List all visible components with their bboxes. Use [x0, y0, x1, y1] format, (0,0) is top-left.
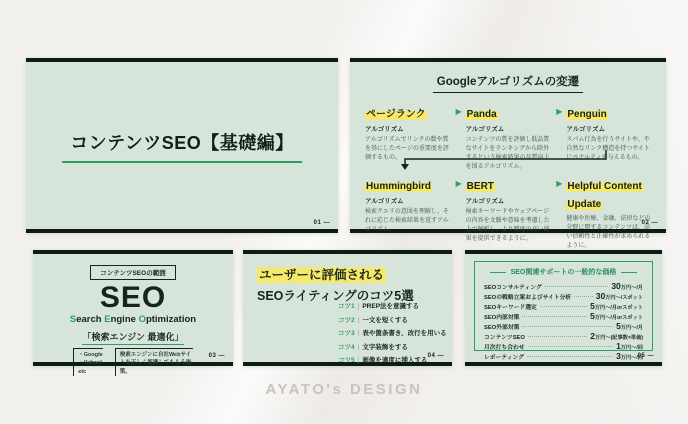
dotted-leader — [540, 306, 587, 307]
algorithm-description: 検索クエリの意図を理解し、それに応じた検索結果を返すアルゴリズム。 — [365, 209, 449, 233]
algorithm-subtitle: アルゴリズム — [566, 126, 605, 133]
tip-text: 表や箇条書き、改行を用いる — [362, 330, 447, 337]
slide-google-algorithms — [350, 58, 666, 249]
price-row — [484, 311, 643, 321]
initial-letter: O — [138, 314, 146, 325]
price-unit: 万円〜/月 — [620, 325, 643, 331]
note-line: etc — [78, 368, 87, 375]
algorithm-card-helpful-content — [566, 176, 653, 251]
algorithm-name: BERT — [466, 181, 494, 192]
slide-heading: Googleアルゴリズムの変遷 — [433, 73, 583, 93]
page-number: 05 — — [637, 353, 654, 359]
tip-item — [338, 315, 447, 324]
price-unit: 万円〜(記事数×単価) — [595, 335, 643, 341]
price-table-title: SEO関連サポートの一般的な価格 — [510, 269, 617, 276]
algorithm-name: ページランク — [366, 109, 426, 120]
tip-separator: | — [357, 316, 360, 324]
price-unit: 万円〜/スポット — [605, 295, 643, 301]
price-rows — [484, 281, 643, 361]
arrow-right-icon: ▶ — [455, 107, 462, 116]
tip-label: コツ3 — [338, 330, 355, 337]
algorithm-description: アルゴリズムでリンクの数や質を基にしたページの重要度を評価するもの。 — [365, 137, 449, 161]
dotted-leader — [528, 346, 613, 347]
title-dash-left — [490, 272, 506, 273]
algorithm-card-bert — [466, 176, 553, 244]
algorithm-name: Helpful Content Update — [567, 181, 642, 210]
tip-separator: | — [357, 330, 360, 337]
row-wrap-connector-arrow — [400, 150, 612, 172]
deck-title: コンテンツSEO【基礎編】 — [62, 129, 302, 163]
service-label: SEOコンサルティング — [484, 285, 542, 291]
algorithm-description: スパム行為を行うサイトや、不自然なリンク構造を持つサイトにペナルティを与えるもの。 — [566, 137, 650, 161]
optimization-definition-note: 検索エンジンに自社Webサイトを正しく認識してもらう施策。 — [115, 348, 193, 376]
price-amount: 3 — [616, 351, 621, 361]
algorithm-name: Hummingbird — [366, 181, 431, 192]
dotted-leader — [545, 286, 609, 287]
service-label: SEOキーワード選定 — [484, 305, 537, 311]
slide-writing-tips — [243, 250, 452, 366]
tip-label: コツ5 — [338, 357, 355, 364]
algorithm-subtitle: アルゴリズム — [465, 126, 505, 133]
scope-badge: コンテンツSEOの範囲 — [90, 265, 175, 280]
price-row — [484, 341, 643, 351]
seo-big-title: SEO — [99, 281, 167, 314]
service-label: SEOの戦略立案およびサイト分析 — [484, 295, 572, 301]
price-amount: 2 — [590, 331, 595, 341]
price-row — [484, 351, 643, 361]
algorithm-description: 検索キーワードやウェブページの内容を文脈や意味を考慮した上で解析し、より精度の高い結果を提供できるように。 — [465, 209, 550, 242]
price-unit: 万円〜/回 — [620, 345, 643, 351]
algorithm-description: コンテンツの質を評価し低品質なサイトをランキングから除外するという検索結果の品質向上を図るアルゴリズム。 — [465, 137, 550, 170]
slide-title-basics — [26, 58, 338, 233]
tip-text: 画像を適度に挿入する — [362, 357, 428, 364]
japanese-translation: 「検索エンジン 最適化」 — [82, 330, 183, 345]
tips-title-line1: ユーザーに評価される — [257, 265, 386, 283]
algorithm-subtitle: アルゴリズム — [365, 126, 404, 133]
service-label: 月次打ち合わせ — [484, 345, 525, 351]
tips-title-line2: SEOライティングのコツ5選 — [257, 289, 414, 303]
price-row — [484, 331, 643, 341]
service-label: コンテンツSEO — [484, 335, 525, 341]
page-number: 01 — — [313, 220, 330, 226]
tip-separator: | — [357, 303, 360, 310]
search-engine-examples-note — [73, 348, 102, 376]
price-row — [484, 281, 643, 291]
word-rest: earch — [76, 314, 105, 325]
tip-label: コツ1 — [338, 303, 355, 310]
price-row — [484, 291, 643, 301]
dotted-leader — [522, 316, 587, 317]
note-line: ・Google — [78, 352, 103, 358]
price-amount: 5 — [590, 311, 595, 321]
dotted-leader — [527, 356, 613, 357]
tip-text: 一文を短くする — [362, 316, 408, 324]
arrow-right-icon: ▶ — [556, 107, 563, 116]
algorithm-card-hummingbird — [365, 176, 452, 235]
initial-letter: E — [104, 314, 111, 325]
service-label: SEO内部対策 — [484, 315, 520, 321]
algorithm-subtitle: アルゴリズム — [365, 198, 404, 205]
tip-label: コツ2 — [338, 316, 355, 324]
tip-separator: | — [357, 343, 360, 351]
algorithm-description: 健康や医療、金融、法律などの分野に関するコンテンツは、高い信頼性と正確性が求められるように。 — [566, 216, 651, 249]
tip-label: コツ4 — [338, 343, 355, 351]
tip-item — [338, 328, 447, 337]
price-unit: 万円〜/月orスポット — [594, 305, 643, 311]
price-amount: 5 — [590, 301, 595, 311]
note-line: ・Yahoo! — [78, 360, 103, 367]
page-number: 03 — — [208, 353, 225, 359]
dotted-leader — [574, 296, 593, 297]
tip-text: 文字装飾をする — [362, 343, 408, 351]
dotted-leader — [522, 326, 613, 327]
slide-price-list — [465, 250, 662, 366]
word-rest: ptimization — [145, 314, 197, 325]
page-number: 04 — — [427, 353, 444, 359]
slide-seo-definition — [33, 250, 233, 375]
designer-brand: AYATO's DESIGN — [265, 381, 423, 398]
arrow-right-icon: ▶ — [455, 179, 462, 188]
algorithm-name: Penguin — [567, 109, 607, 120]
price-amount: 5 — [616, 321, 621, 331]
price-amount: 30 — [611, 281, 621, 291]
price-unit: 万円〜/月orスポット — [594, 315, 643, 321]
price-amount: 30 — [595, 291, 606, 301]
price-row — [484, 301, 643, 311]
title-dash-right — [621, 272, 637, 273]
service-label: レポーティング — [484, 355, 524, 361]
tip-item — [338, 342, 447, 351]
tip-text: PREP法を意識する — [362, 303, 420, 310]
algorithm-subtitle: アルゴリズム — [465, 198, 505, 205]
price-amount: 1 — [616, 341, 621, 351]
page-number: 02 — — [641, 220, 658, 226]
initial-letter: S — [69, 314, 77, 325]
arrow-right-icon: ▶ — [556, 179, 563, 188]
tip-item — [338, 301, 447, 310]
seo-acronym-expansion — [33, 314, 233, 325]
tip-separator: | — [357, 357, 360, 364]
algorithm-name: Panda — [466, 109, 497, 120]
dotted-leader — [528, 336, 587, 337]
word-rest: ngine — [110, 314, 139, 325]
price-unit: 万円〜/月 — [620, 285, 643, 291]
algorithm-row-2 — [365, 176, 653, 251]
price-unit: 万円〜/回 — [620, 355, 643, 361]
service-label: SEO外部対策 — [484, 325, 520, 331]
price-row — [484, 321, 643, 331]
